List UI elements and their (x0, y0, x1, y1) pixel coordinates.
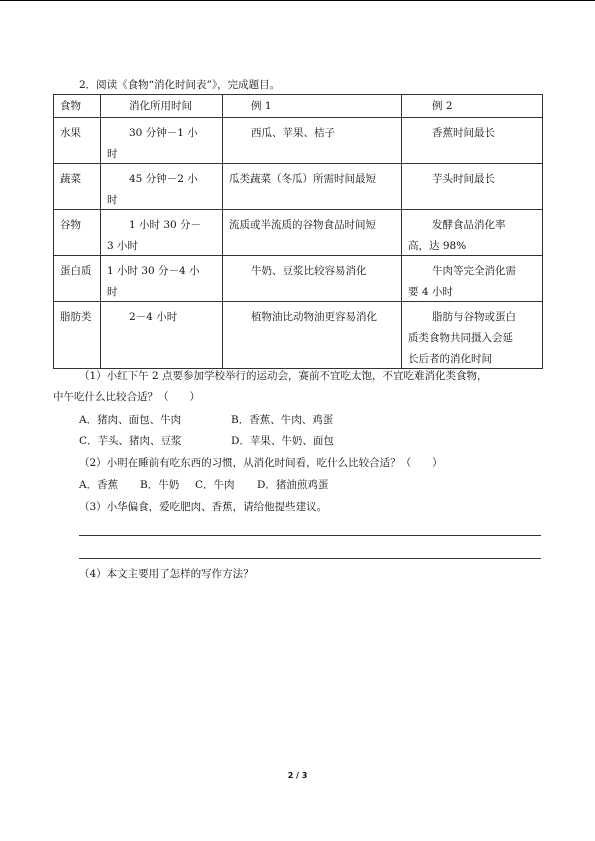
table-row (54, 118, 543, 164)
example-1-line-1: 瓜类蔬菜（冬瓜）所需时间最短 (229, 173, 376, 185)
time-line-1: 1 小时 30 分－ (129, 219, 202, 231)
example-2-line-3: 长后者的消化时间 (408, 353, 492, 365)
answer-line-2[interactable] (79, 558, 541, 559)
header-example-1: 例 1 (251, 100, 272, 112)
example-2-line-2: 质类食物共同摄入会延 (408, 332, 513, 344)
example-2-line-1: 脂肪与谷物或蛋白 (432, 311, 516, 323)
example-2-line-2: 要 4 小时 (408, 286, 453, 298)
example-1-line-1: 西瓜、苹果、桔子 (251, 127, 335, 139)
question-1-option-d: D．苹果、牛奶、面包 (231, 435, 334, 447)
time-line-2: 3 小时 (107, 240, 139, 252)
question-1-option-c: C．芋头、猪肉、豆浆 (79, 435, 182, 447)
question-2-option-b: B．牛奶 (140, 479, 180, 491)
example-2-line-1: 牛肉等完全消化需 (432, 265, 516, 277)
food-name: 脂肪类 (60, 311, 92, 323)
time-line-1: 45 分钟－2 小 (129, 173, 198, 185)
time-line-1: 1 小时 30 分－4 小 (107, 265, 200, 277)
question-2-option-a: A．香蕉 (79, 479, 119, 491)
food-name: 水果 (60, 127, 81, 139)
page-top-border (0, 0, 595, 1)
header-time: 消化所用时间 (129, 100, 192, 112)
question-2-option-d: D．猪油煎鸡蛋 (257, 479, 329, 491)
question-2-title: 2．阅读《食物“消化时间表”》，完成题目。 (79, 79, 281, 91)
question-1-option-a: A．猪肉、面包、牛肉 (79, 414, 182, 426)
food-name: 蛋白质 (60, 265, 92, 277)
example-1-line-1: 流质或半流质的谷物食品时间短 (229, 219, 376, 231)
time-line-2: 时 (107, 148, 118, 160)
question-3-stem: （3）小华偏食，爱吃肥肉、香蕉，请给他提些建议。 (79, 501, 328, 513)
question-2-option-c: C．牛肉 (195, 479, 235, 491)
food-name: 谷物 (60, 219, 81, 231)
example-2-line-1: 香蕉时间最长 (432, 127, 495, 139)
page-number: 2 / 3 (287, 771, 308, 780)
header-example-2: 例 2 (432, 100, 453, 112)
answer-line-1[interactable] (79, 535, 541, 536)
question-4-stem: （4）本文主要用了怎样的写作方法？ (79, 568, 254, 580)
question-1-stem-line-1: （1）小红下午 2 点要参加学校举行的运动会，赛前不宜吃太饱，不宜吃难消化类食物， (79, 370, 488, 382)
time-line-2: 时 (107, 194, 118, 206)
table-header-row (54, 95, 543, 118)
table-row (54, 256, 543, 302)
example-2-line-2: 高，达 98% (408, 240, 467, 252)
example-1-line-1: 植物油比动物油更容易消化 (251, 311, 377, 323)
time-line-1: 2－4 小时 (129, 311, 178, 323)
example-1-line-1: 牛奶、豆浆比较容易消化 (251, 265, 367, 277)
time-line-2: 时 (107, 286, 118, 298)
header-food: 食物 (60, 100, 81, 112)
digestion-time-table (53, 94, 543, 369)
table-row (54, 210, 543, 256)
example-2-line-1: 发酵食品消化率 (432, 219, 506, 231)
table-row (54, 302, 543, 369)
example-2-line-1: 芋头时间最长 (432, 173, 495, 185)
question-1-option-b: B．香蕉、牛肉、鸡蛋 (231, 414, 334, 426)
question-1-stem-line-2: 中午吃什么比较合适？（ ） (53, 391, 200, 403)
time-line-1: 30 分钟－1 小 (129, 127, 198, 139)
question-2-stem: （2）小明在睡前有吃东西的习惯，从消化时间看，吃什么比较合适？（ ） (79, 457, 443, 469)
food-name: 蔬菜 (60, 173, 81, 185)
table-row (54, 164, 543, 210)
